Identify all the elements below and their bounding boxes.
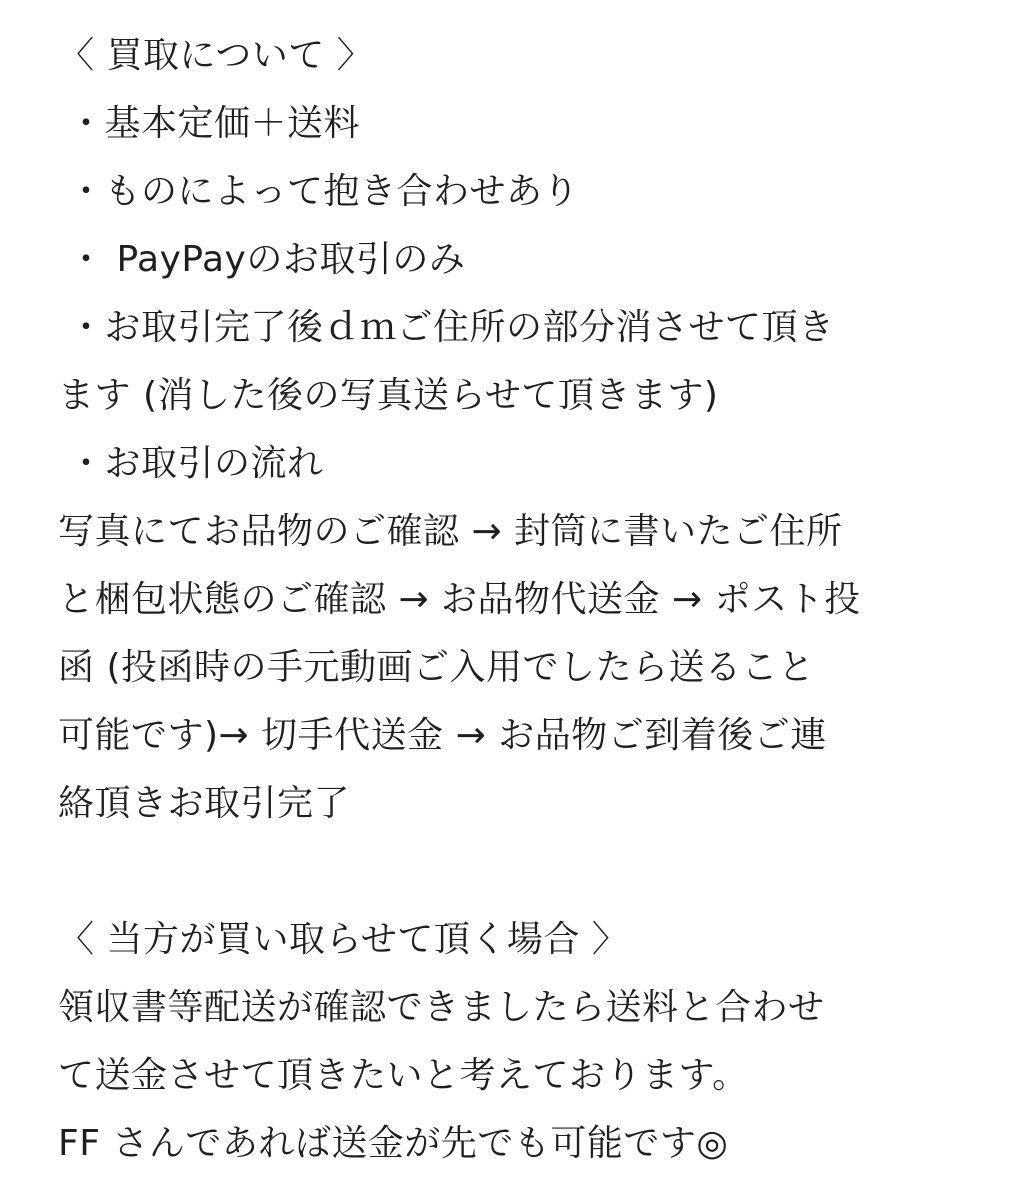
section-heading-purchase: 〈 当方が買い取らせて頂く場合 〉: [58, 919, 629, 960]
section-heading-buy: 〈 買取について 〉: [58, 35, 374, 76]
bullet-base-price: ・基本定価＋送料: [68, 103, 361, 144]
spacer: [58, 838, 958, 906]
bullet-dm-address: ・お取引完了後ｄｍご住所の部分消させて頂き: [68, 307, 835, 348]
purchase-line: 領収書等配送が確認できましたら送料と合わせ: [58, 987, 825, 1028]
flow-line: 可能です)→ 切手代送金 → お品物ご到着後ご連: [58, 715, 827, 756]
flow-line: 写真にてお品物のご確認 → 封筒に書いたご住所: [58, 511, 843, 552]
bullet-bundle: ・ものによって抱き合わせあり: [68, 171, 580, 212]
bullet-paypay: ・ PayPayのお取引のみ: [68, 239, 466, 280]
flow-line: と梱包状態のご確認 → お品物代送金 → ポスト投: [58, 579, 861, 620]
purchase-line: て送金させて頂きたいと考えております。: [58, 1055, 749, 1096]
purchase-line: FF さんであれば送金が先でも可能です◎: [58, 1123, 729, 1164]
note-text-block: [58, 22, 958, 1178]
flow-line: 函 (投函時の手元動画ご入用でしたら送ること: [58, 647, 815, 688]
bullet-dm-address-cont: ます (消した後の写真送らせて頂きます): [58, 375, 719, 416]
flow-label: ・お取引の流れ: [68, 443, 324, 484]
flow-line: 絡頂きお取引完了: [58, 783, 351, 824]
